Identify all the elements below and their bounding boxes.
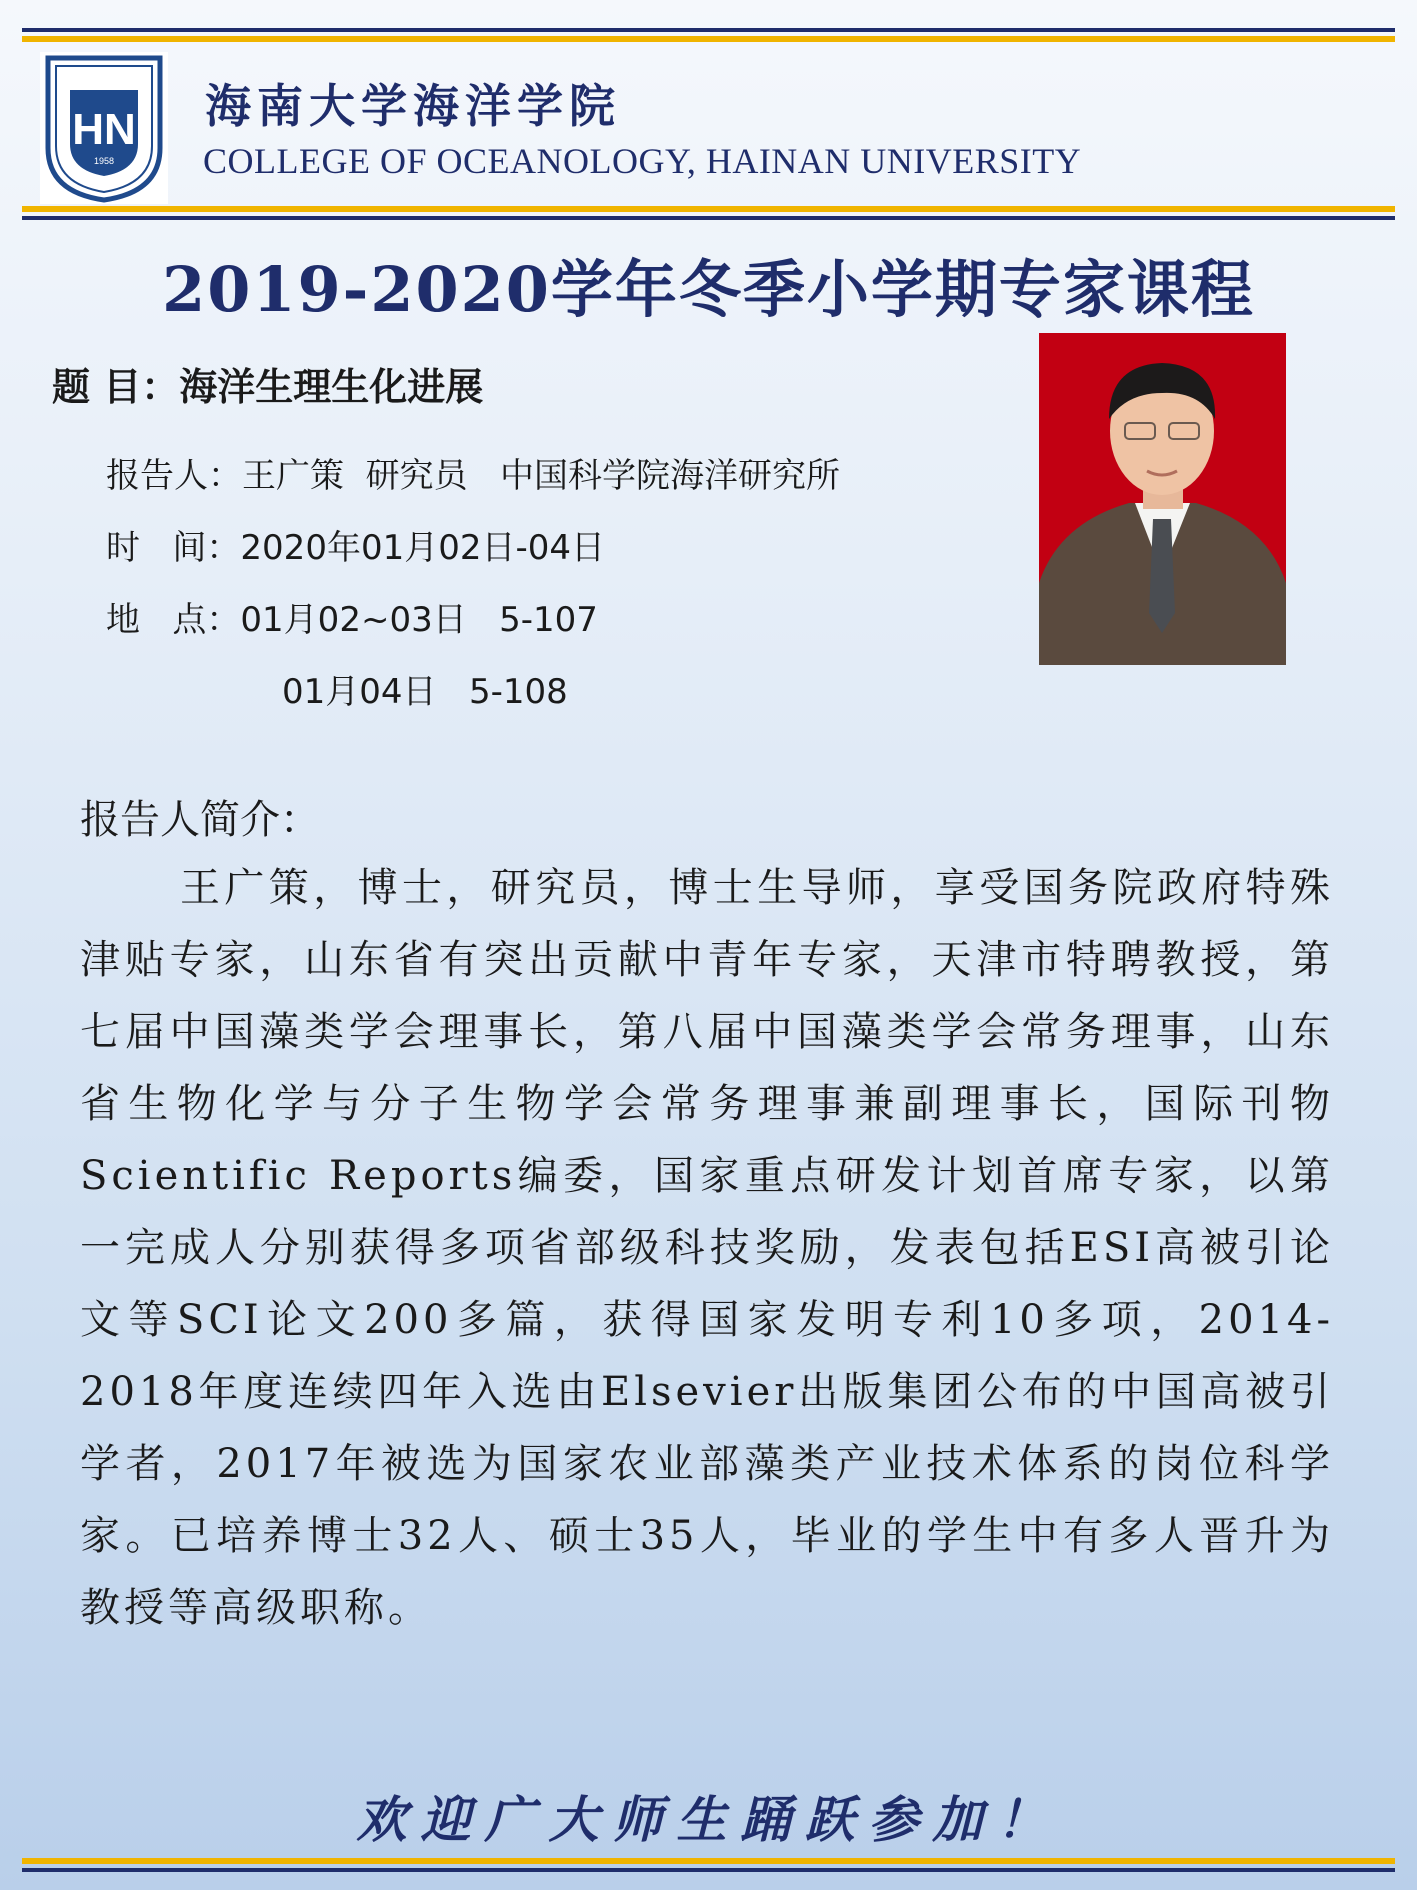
bottom-rule <box>22 1858 1395 1872</box>
speaker-biography: 王广策，博士，研究员，博士生导师，享受国务院政府特殊津贴专家，山东省有突出贡献中青年专家，天津市特聘教授，第七届中国藻类学会理事长，第八届中国藻类学会常务理事，山东省生物化学与分子生物学会常务理事兼副理事长，国际刊物Scientific Reports编委，国家重点研发计划首席专家，以第一完成人分别获得多项省部级科技奖励，发表包括ESI高被引论文等SCI论文200多篇，获得国家发明专利10多项，2014-2018年度连续四年入选由Elsevier出版集团公布的中国高被引学者，2017年被选为国家农业部藻类产业技术体系的岗位科学家。已培养博士32人、硕士35人，毕业的学生中有多人晋升为教授等高级职称。 <box>80 865 1334 1631</box>
speaker-portrait-icon <box>1039 333 1286 665</box>
welcome-slogan: 欢迎广大师生踊跃参加！ <box>356 1790 1061 1849</box>
top-rule <box>22 28 1395 42</box>
place-line-2: 01月04日 5-108 <box>282 672 568 712</box>
page-title: 2019-2020学年冬季小学期专家课程 <box>162 253 1255 326</box>
bio-heading: 报告人简介： <box>80 797 320 843</box>
hainan-university-logo-icon <box>40 52 168 204</box>
college-name-english: COLLEGE OF OCEANOLOGY, HAINAN UNIVERSITY <box>203 141 1082 181</box>
place-line: 地 点：01月02~03日 5-107 <box>106 600 598 640</box>
time-line: 时 间：2020年01月02日-04日 <box>106 528 606 568</box>
header-rule <box>22 206 1395 220</box>
svg-text:HN: HN <box>72 105 136 154</box>
college-name-chinese: 海南大学海洋学院 <box>205 79 621 133</box>
svg-text:1958: 1958 <box>93 156 115 166</box>
course-topic: 题 目：海洋生理生化进展 <box>52 365 484 409</box>
speaker-line: 报告人：王广策 研究员 中国科学院海洋研究所 <box>106 456 841 496</box>
